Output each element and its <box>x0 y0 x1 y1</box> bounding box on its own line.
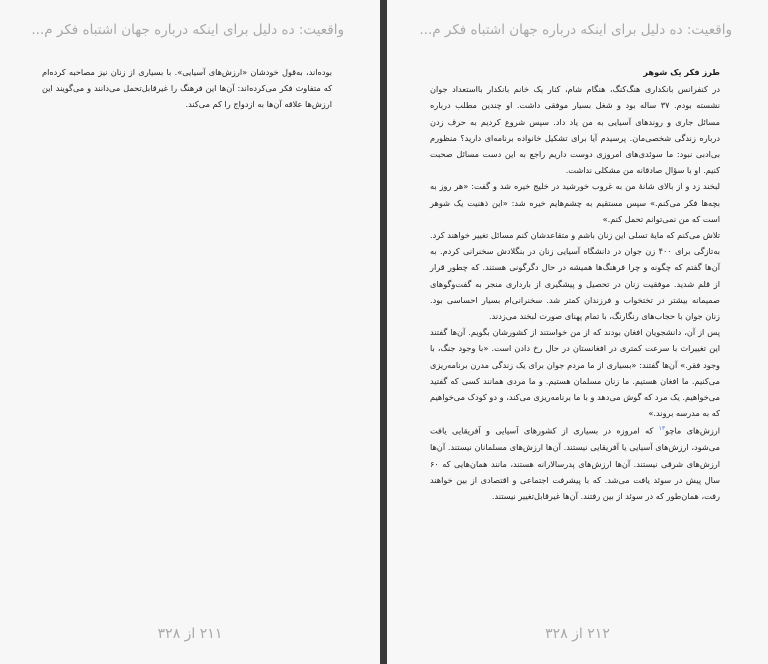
paragraph-lead: ارزش‌های ماچو <box>665 426 720 437</box>
section-title: طرز فکر یک شوهر <box>643 67 720 77</box>
right-page[interactable] <box>387 0 768 664</box>
page-number: ۲۱۲ از ۳۲۸ <box>545 626 610 642</box>
page-body <box>430 64 720 504</box>
page-body <box>42 64 332 113</box>
paragraph: در کنفرانس بانکداری هنگ‌کنگ، هنگام شام، کنار یک خانم بانکدار بااستعداد جوان نشسته بودم. ۳۷ ساله بود و شغل بسیار موفقی داشت. او چندین مطلب درباره مسائل جاری و روندهای آسیایی به من یاد داد. سپس شروع کردیم به حرف زدن درباره زندگی شخصی‌مان. پرسیدم آیا برای تشکیل خانواده برنامه‌ای دارید؟ منظورم بی‌ادبی نبود: ما سوئدی‌های امروزی دوست داریم راجع به این دست مسائل صحبت کنیم. او با سؤال صادقانه من مشکلی نداشت. <box>430 84 720 176</box>
running-head: واقعیت: ده دلیل برای اینکه درباره جهان اشتباه فکر م... <box>31 22 344 38</box>
paragraph-rest: که امروزه در بسیاری از کشورهای آسیایی و آفریقایی یافت می‌شود، ارزش‌های آسیایی یا آفریقایی نیستند. آن‌ها ارزش‌های مسلمانان نیستند. آن‌ها ارزش‌های شرقی نیستند. آن‌ها ارزش‌های پدرسالارانه هستند، مانند همان‌هایی که ۶۰ سال پیش در سوئد یافت می‌شد. که با پیشرفت اجتماعی و اقتصادی از بین خواهند رفت، همان‌طور که در سوئد از بین رفتند. آن‌ها غیرقابل‌تغییر نیستند. <box>430 426 720 502</box>
running-head: واقعیت: ده دلیل برای اینکه درباره جهان اشتباه فکر م... <box>419 22 732 38</box>
footnote-link[interactable]: ۱۳ <box>658 425 666 433</box>
paragraph: تلاش می‌کنم که مایهٔ تسلی این زنان باشم و متقاعدشان کنم مسائل تغییر خواهند کرد. به‌تازگی برای ۴۰۰ زن جوان در دانشگاه آسیایی زنان در بنگلادش سخنرانی کردم. به آن‌ها گفتم که چگونه و چرا فرهنگ‌ها همیشه در حال دگرگونی هستند. که چطور قرار از قلم شدید. موفقیت زنان در تحصیل و پیشگیری از بارداری منجر به گفت‌وگوهای صمیمانه بیشتر در تختخواب و فرزندان کمتر شد. سخنرانی‌ام بسیار احساسی بود. زنان جوان با حجاب‌های رنگارنگ، با تمام پهنای صورت لبخند می‌زدند. <box>430 230 720 322</box>
paragraph: پس از آن، دانشجویان افغان بودند که از من خواستند از کشورشان بگویم. آن‌ها گفتند این تغییرات با سرعت کمتری در افغانستان در حال رخ دادن است. «با وجود جنگ، با وجود فقر.» آن‌ها گفتند: «بسیاری از ما مردم جوان برای یک زندگی مدرن برنامه‌ریزی می‌کنیم. ما افغان هستیم. ما زنان مسلمان هستیم. و ما مردی همانند کسی که گفتید می‌خواهیم. یک مرد که گوش می‌دهد و با ما برنامه‌ریزی می‌کند، و دو کودک می‌خواهیم که به مدرسه بروند.» <box>430 327 720 419</box>
paragraph: لبخند زد و از بالای شانهٔ من به غروب خورشید در خلیج خیره شد و گفت: «هر روز به بچه‌ها فکر می‌کنم.» سپس مستقیم به چشم‌هایم خیره شد: «این ذهنیت یک شوهر است که من نمی‌توانم تحمل کنم.» <box>430 181 720 224</box>
paragraph: بوده‌اند، به‌قول خودشان «ارزش‌های آسیایی». با بسیاری از زنان نیز مصاحبه کرده‌ام که متفاوت فکر می‌کرده‌اند: آن‌ها این فرهنگ را غیرقابل‌تحمل می‌دانند و می‌گویند این ارزش‌ها علاقه آن‌ها به ازدواج را کم می‌کند. <box>42 67 332 110</box>
left-page[interactable] <box>0 0 380 664</box>
paragraph <box>430 421 720 504</box>
page-number: ۲۱۱ از ۳۲۸ <box>157 626 223 642</box>
